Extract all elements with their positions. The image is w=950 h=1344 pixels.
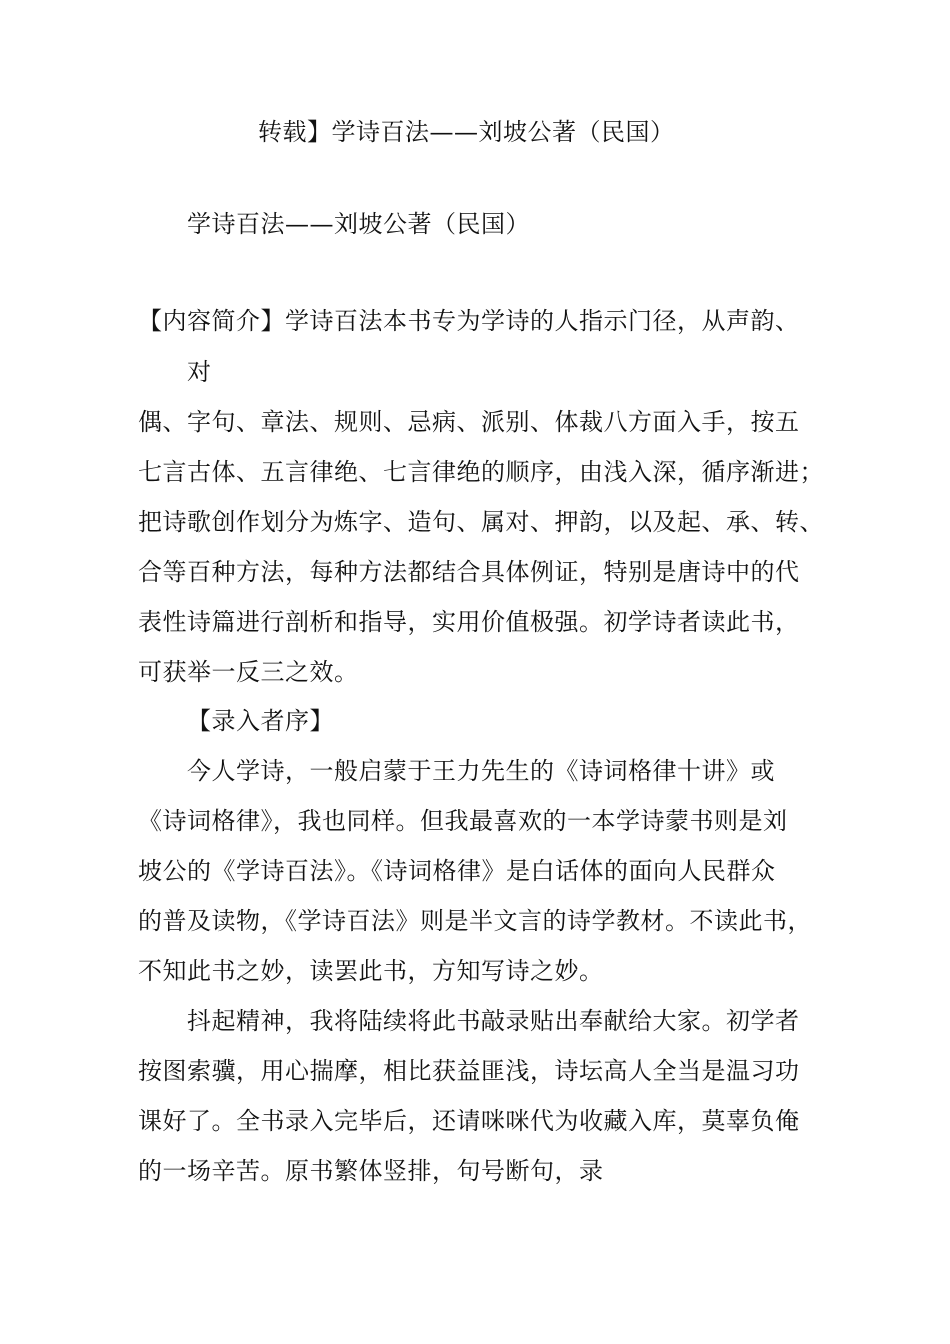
intro-line: 【内容简介】学诗百法本书专为学诗的人指示门径，从声韵、 [138,307,800,335]
intro-line: 可获举一反三之效。 [138,658,359,686]
intro-line: 合等百种方法，每种方法都结合具体例证，特别是唐诗中的代 [138,558,800,586]
intro-line: 表性诗篇进行剖析和指导，实用价值极强。初学诗者读此书， [138,608,800,636]
preface-line: 的普及读物，《学诗百法》则是半文言的诗学教材。不读此书， [138,907,812,935]
preface-line: 课好了。全书录入完毕后，还请咪咪代为收藏入库，莫辜负俺 [138,1107,800,1135]
document-subtitle: 学诗百法——刘坡公著（民国） [187,210,530,238]
preface-line: 今人学诗，一般启蒙于王力先生的《诗词格律十讲》或 [187,757,775,785]
intro-line: 把诗歌创作划分为炼字、造句、属对、押韵，以及起、承、转、 [138,508,824,536]
intro-line: 七言古体、五言律绝、七言律绝的顺序，由浅入深，循序渐进； [138,458,824,486]
preface-line: 按图索骥，用心揣摩，相比获益匪浅，诗坛高人全当是温习功 [138,1057,800,1085]
document-title: 转载】学诗百法——刘坡公著（民国） [258,118,675,146]
preface-line: 的一场辛苦。原书繁体竖排，句号断句，录 [138,1157,604,1185]
preface-heading: 【录入者序】 [187,707,334,735]
intro-line: 对 [187,358,212,386]
preface-line: 《诗词格律》，我也同样。但我最喜欢的一本学诗蒙书则是刘 [138,807,788,835]
intro-line: 偶、字句、章法、规则、忌病、派别、体裁八方面入手，按五 [138,408,800,436]
preface-line: 抖起精神，我将陆续将此书敲录贴出奉献给大家。初学者 [187,1007,800,1035]
preface-line: 坡公的《学诗百法》。《诗词格律》是白话体的面向人民群众 [138,857,776,885]
preface-line: 不知此书之妙，读罢此书，方知写诗之妙。 [138,957,604,985]
